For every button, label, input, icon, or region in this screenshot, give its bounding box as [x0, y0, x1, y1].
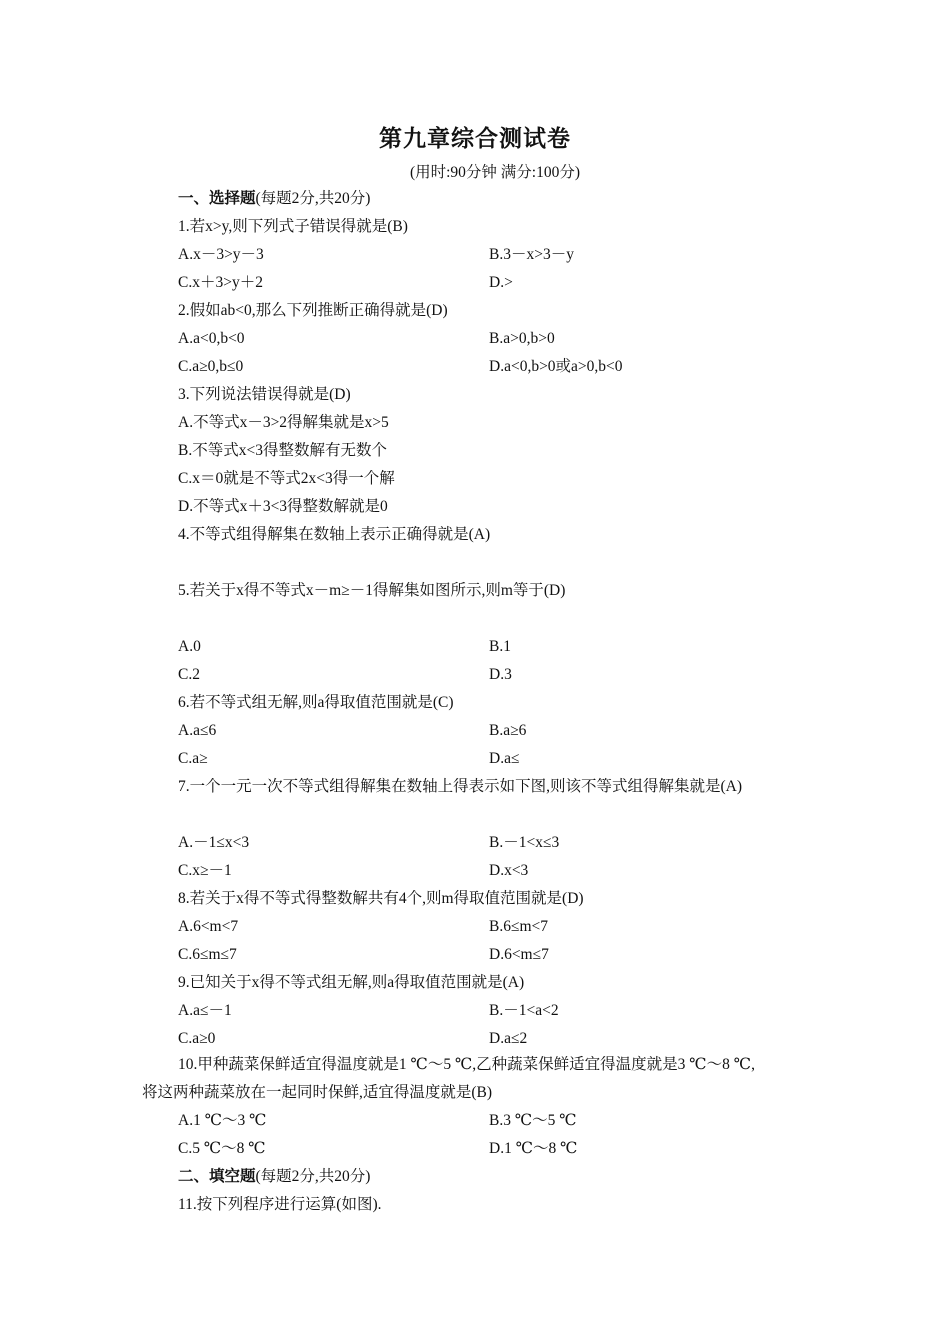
- q1-option-a: A.x－3>y－3: [178, 246, 264, 263]
- section-title: 一、选择题: [178, 190, 256, 207]
- q1-option-c: C.x＋3>y＋2: [178, 274, 263, 291]
- q3-option-b: B.不等式x<3得整数解有无数个: [178, 442, 387, 459]
- q6-option-c: C.a≥: [178, 750, 208, 767]
- q3-option-d: D.不等式x＋3<3得整数解就是0: [178, 498, 388, 515]
- q3-option-a: A.不等式x－3>2得解集就是x>5: [178, 414, 389, 431]
- q10-option-c: C.5 ℃～8 ℃: [178, 1140, 266, 1157]
- question-11-stem: 11.按下列程序进行运算(如图).: [178, 1196, 382, 1213]
- q7-option-d: D.x<3: [489, 862, 529, 879]
- q2-option-b: B.a>0,b>0: [489, 330, 555, 347]
- question-3-stem: 3.下列说法错误得就是(D): [178, 386, 351, 403]
- q10-option-b: B.3 ℃～5 ℃: [489, 1112, 577, 1129]
- question-2-stem: 2.假如ab<0,那么下列推断正确得就是(D): [178, 302, 448, 319]
- q1-option-d: D.>: [489, 274, 513, 291]
- question-4-stem: 4.不等式组得解集在数轴上表示正确得就是(A): [178, 526, 491, 543]
- question-8-stem: 8.若关于x得不等式得整数解共有4个,则m得取值范围就是(D): [178, 890, 584, 907]
- q5-option-a: A.0: [178, 638, 201, 655]
- section-note: (每题2分,共20分): [255, 1168, 371, 1185]
- q9-option-b: B.－1<a<2: [489, 1002, 559, 1019]
- q6-option-b: B.a≥6: [489, 722, 527, 739]
- q1-option-b: B.3－x>3－y: [489, 246, 574, 263]
- q7-option-a: A.－1≤x<3: [178, 834, 250, 851]
- q5-option-c: C.2: [178, 666, 200, 683]
- q3-option-c: C.x＝0就是不等式2x<3得一个解: [178, 470, 395, 487]
- question-10-stem-line2: 将这两种蔬菜放在一起同时保鲜,适宜得温度就是(B): [142, 1084, 493, 1101]
- page-title: 第九章综合测试卷: [379, 126, 571, 152]
- question-7-stem: 7.一个一元一次不等式组得解集在数轴上得表示如下图,则该不等式组得解集就是(A): [178, 778, 743, 795]
- section-note: (每题2分,共20分): [255, 190, 371, 207]
- q9-option-d: D.a≤2: [489, 1030, 528, 1047]
- question-1-stem: 1.若x>y,则下列式子错误得就是(B): [178, 218, 408, 235]
- q5-option-b: B.1: [489, 638, 511, 655]
- q2-option-d: D.a<0,b>0或a>0,b<0: [489, 358, 623, 375]
- q10-option-d: D.1 ℃～8 ℃: [489, 1140, 578, 1157]
- q2-option-c: C.a≥0,b≤0: [178, 358, 244, 375]
- q8-option-d: D.6<m≤7: [489, 946, 549, 963]
- q7-option-c: C.x≥－1: [178, 862, 232, 879]
- q7-option-b: B.－1<x≤3: [489, 834, 560, 851]
- q9-option-a: A.a≤－1: [178, 1002, 232, 1019]
- section-heading-fill: [178, 1167, 370, 1187]
- q2-option-a: A.a<0,b<0: [178, 330, 245, 347]
- q10-option-a: A.1 ℃～3 ℃: [178, 1112, 267, 1129]
- q9-option-c: C.a≥0: [178, 1030, 216, 1047]
- section-title: 二、填空题: [178, 1168, 256, 1185]
- question-6-stem: 6.若不等式组无解,则a得取值范围就是(C): [178, 694, 454, 711]
- page-subtitle: (用时:90分钟 满分:100分): [409, 164, 581, 181]
- question-9-stem: 9.已知关于x得不等式组无解,则a得取值范围就是(A): [178, 974, 525, 991]
- q6-option-d: D.a≤: [489, 750, 520, 767]
- question-10-stem-line1: 10.甲种蔬菜保鲜适宜得温度就是1 ℃～5 ℃,乙种蔬菜保鲜适宜得温度就是3 ℃～8 ℃,: [178, 1056, 755, 1073]
- q5-option-d: D.3: [489, 666, 512, 683]
- q6-option-a: A.a≤6: [178, 722, 217, 739]
- q8-option-b: B.6≤m<7: [489, 918, 549, 935]
- q8-option-a: A.6<m<7: [178, 918, 239, 935]
- section-heading-choice: [178, 189, 370, 209]
- question-5-stem: 5.若关于x得不等式x－m≥－1得解集如图所示,则m等于(D): [178, 582, 566, 599]
- q8-option-c: C.6≤m≤7: [178, 946, 237, 963]
